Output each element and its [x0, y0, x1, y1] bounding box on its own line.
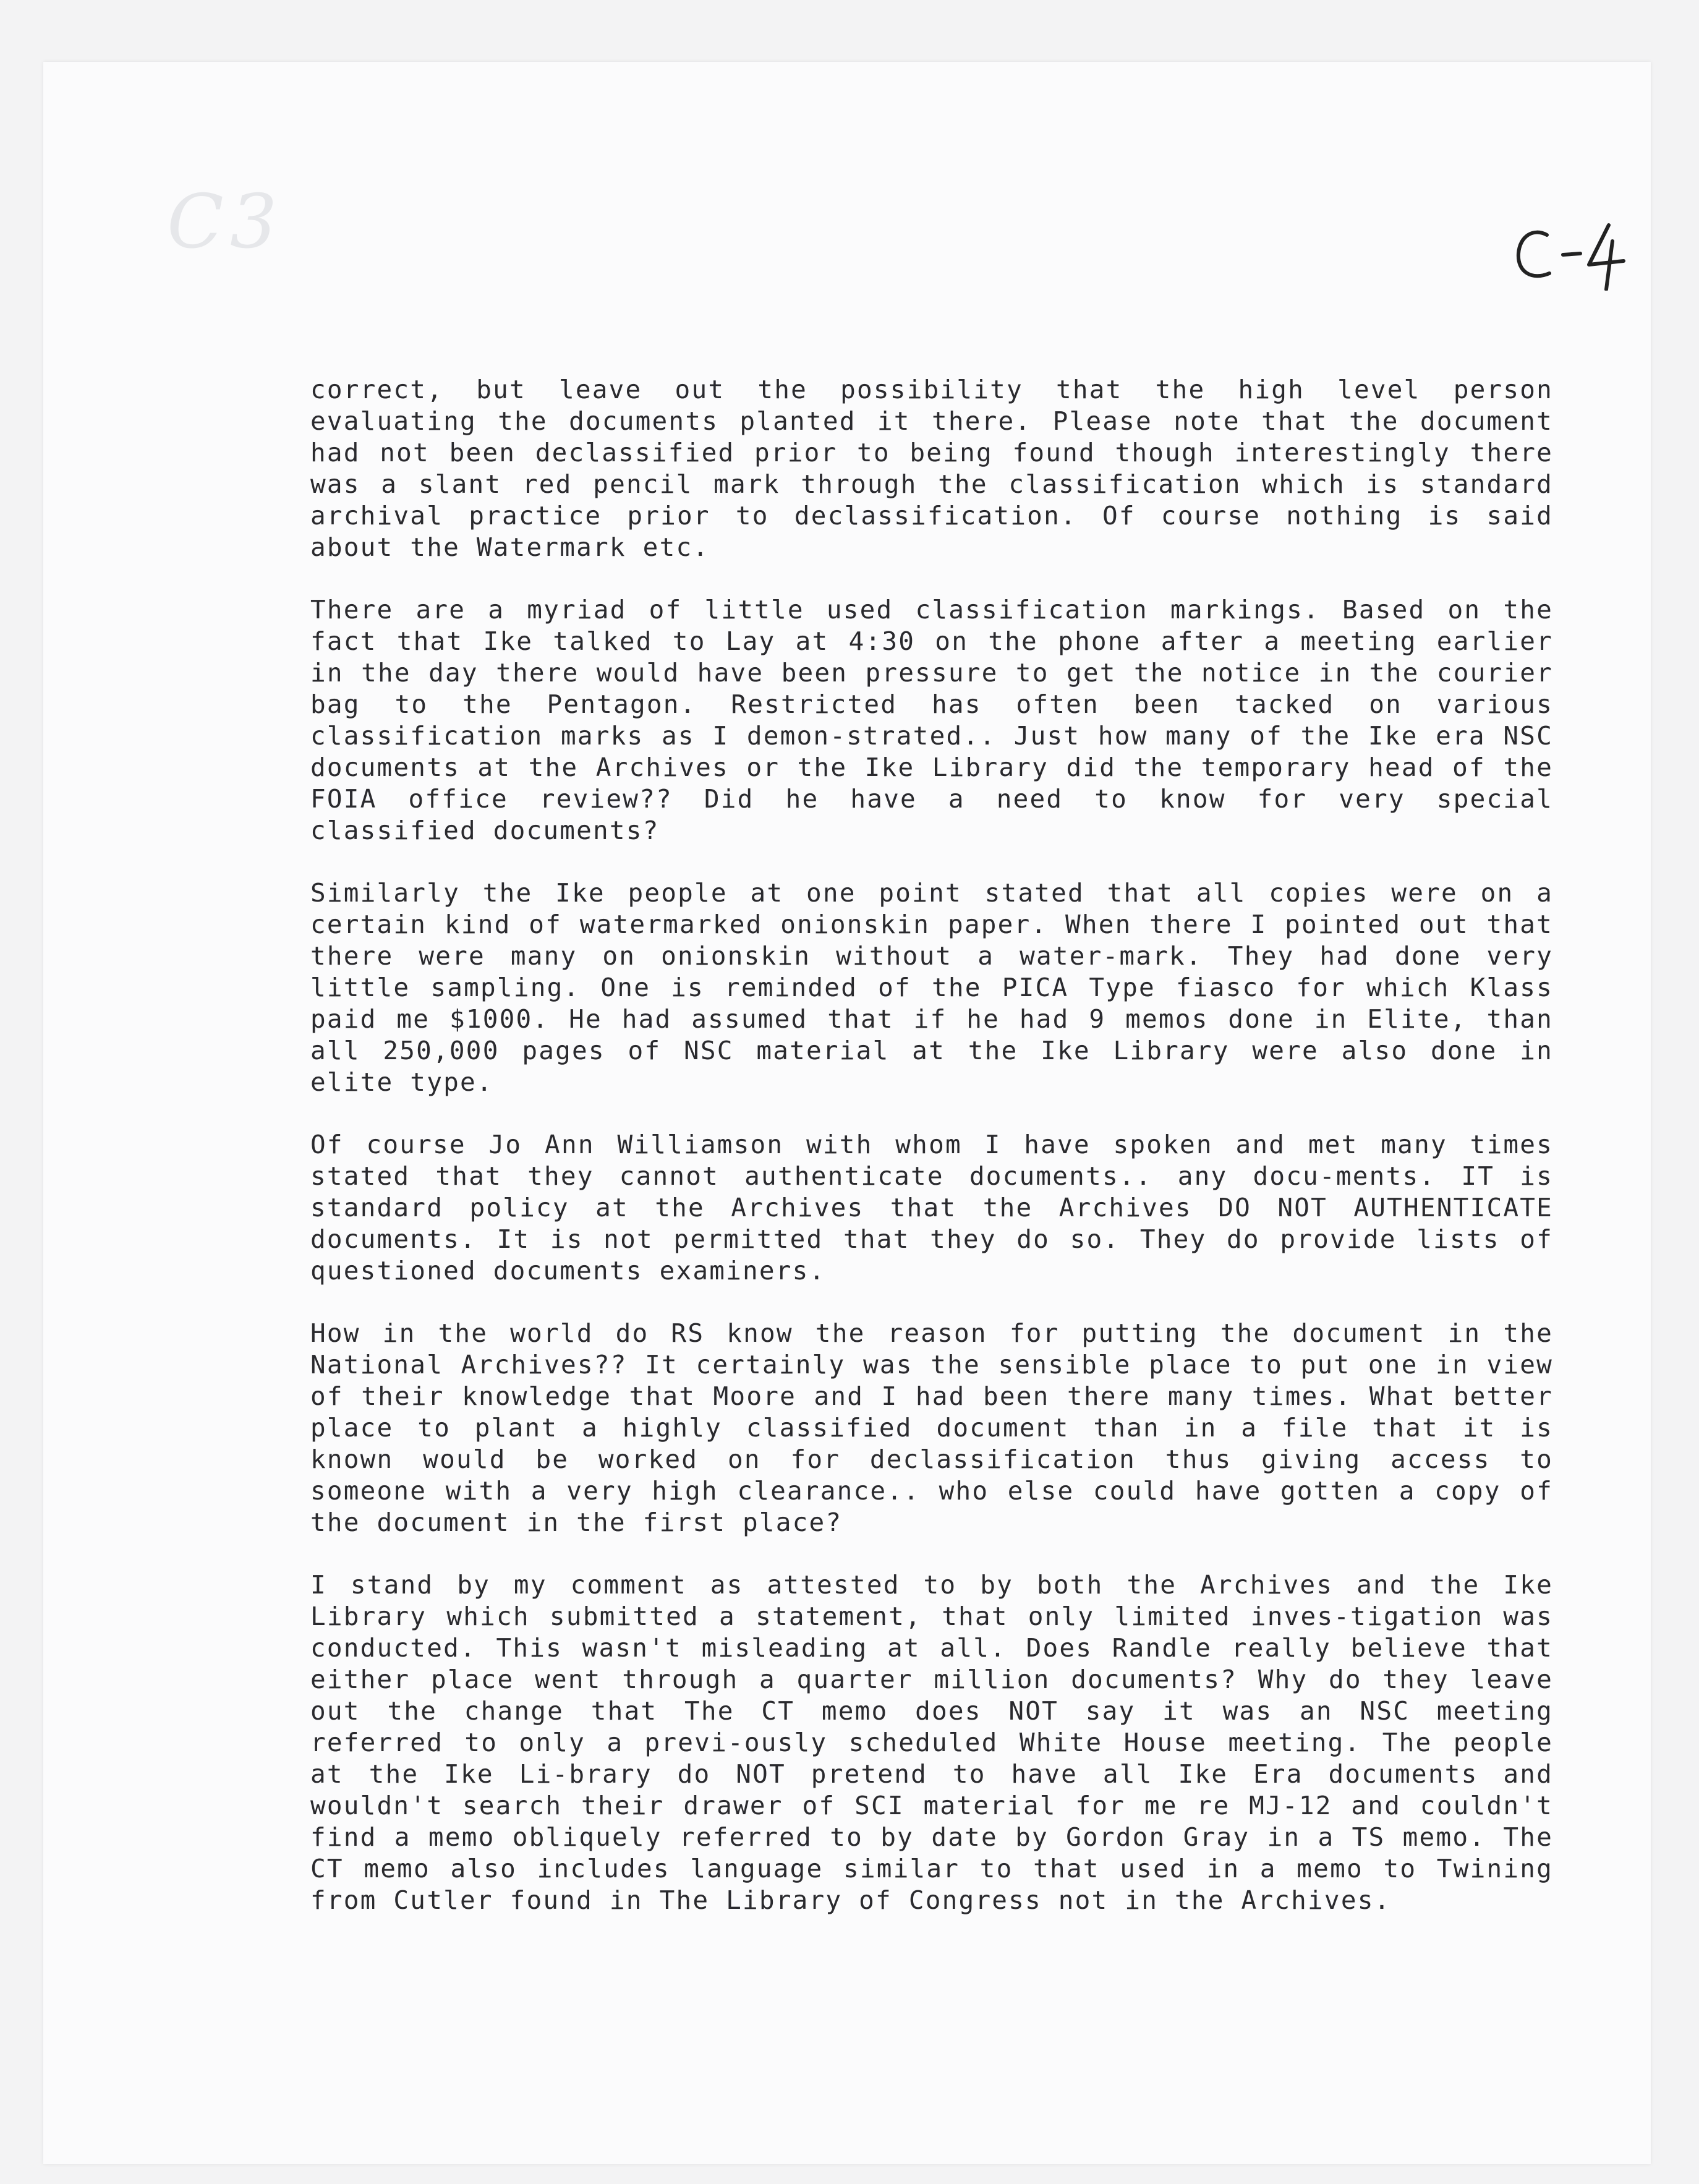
bleed-through-mark: C3	[167, 179, 284, 265]
document-page	[43, 62, 1651, 2164]
paragraph-5: How in the world do RS know the reason for putting the document in the National Archives?? It certainly was the sensible place to put one in view of their knowledge that Moore and I had been there many times. What better place to plant a highly classified document than in a file that it is known would be worked on for declassification thus giving access to someone with a very high clearance.. who else could have gotten a copy of the document in the first place?	[310, 1318, 1553, 1537]
handwritten-page-mark	[1509, 216, 1632, 291]
paragraph-6: I stand by my comment as attested to by both the Archives and the Ike Library which submitted a statement, that only limited inves-tigation was conducted. This wasn't misleading at all. Does Randle really believe that either place went through a quarter million documents? Why do they leave out the change that The CT memo does NOT say it was an NSC meeting referred to only a previ-ously scheduled White House meeting. The people at the Ike Li-brary do NOT pretend to have all Ike Era documents and wouldn't search their drawer of SCI material for me re MJ-12 and couldn't find a memo obliquely referred to by date by Gordon Gray in a TS memo. The CT memo also includes language similar to that used in a memo to Twining from Cutler found in The Library of Congress not in the Archives.	[310, 1570, 1553, 1915]
body-text	[310, 374, 1553, 1947]
paragraph-4: Of course Jo Ann Williamson with whom I have spoken and met many times stated that they cannot authenticate documents.. any docu-ments. IT is standard policy at the Archives that the Archives DO NOT AUTHENTICATE documents. It is not permitted that they do so. They do provide lists of questioned documents examiners.	[310, 1130, 1553, 1286]
paragraph-1: correct, but leave out the possibility that the high level person evaluating the documents planted it there. Please note that the document had not been declassified prior to being found though interestingly there was a slant red pencil mark through the classification which is standard archival practice prior to declassification. Of course nothing is said about the Watermark etc.	[310, 375, 1553, 562]
paragraph-3: Similarly the Ike people at one point stated that all copies were on a certain kind of watermarked onionskin paper. When there I pointed out that there were many on onionskin without a water-mark. They had done very little sampling. One is reminded of the PICA Type fiasco for which Klass paid me $1000. He had assumed that if he had 9 memos done in Elite, than all 250,000 pages of NSC material at the Ike Library were also done in elite type.	[310, 878, 1553, 1097]
paragraph-2: There are a myriad of little used classification markings. Based on the fact that Ike talked to Lay at 4:30 on the phone after a meeting earlier in the day there would have been pressure to get the notice in the courier bag to the Pentagon. Restricted has often been tacked on various classification marks as I demon-strated.. Just how many of the Ike era NSC documents at the Archives or the Ike Library did the temporary head of the FOIA office review?? Did he have a need to know for very special classified documents?	[310, 595, 1553, 845]
